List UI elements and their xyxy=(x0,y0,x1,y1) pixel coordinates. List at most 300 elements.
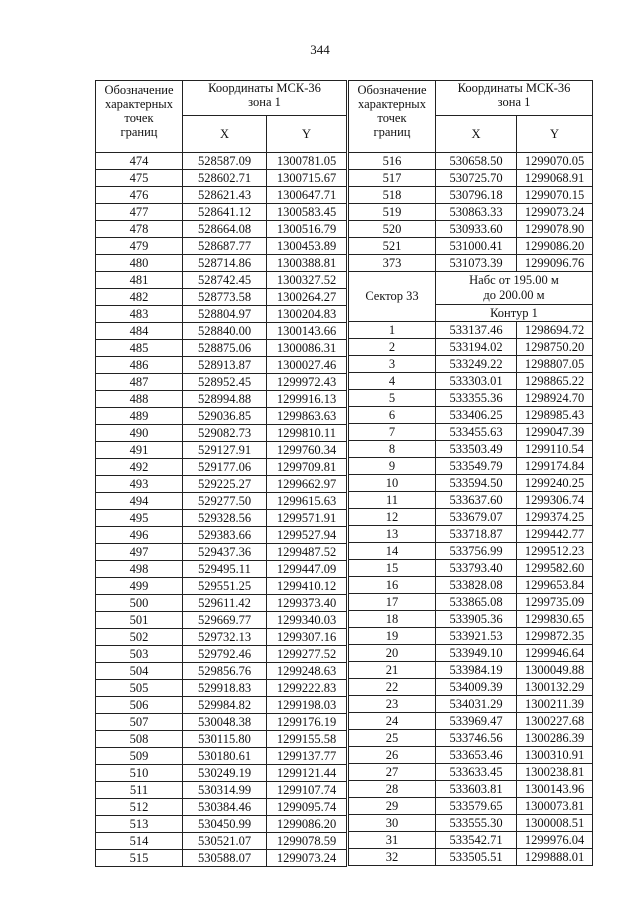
point-id-cell: 503 xyxy=(96,646,183,663)
table-row xyxy=(349,441,593,458)
x-coordinate-cell: 528875.06 xyxy=(183,340,267,357)
x-coordinate-cell: 530863.33 xyxy=(436,204,517,221)
table-row xyxy=(96,731,347,748)
x-coordinate-cell: 528742.45 xyxy=(183,272,267,289)
point-id-cell: 477 xyxy=(96,204,183,221)
point-id-cell: 499 xyxy=(96,578,183,595)
x-coordinate-cell: 531073.39 xyxy=(436,255,517,272)
table-row xyxy=(349,747,593,764)
table-row xyxy=(349,187,593,204)
point-id-cell: 519 xyxy=(349,204,436,221)
table-row xyxy=(349,356,593,373)
x-coordinate-cell: 530180.61 xyxy=(183,748,267,765)
table-row xyxy=(96,646,347,663)
y-coordinate-cell: 1299946.64 xyxy=(517,645,593,662)
point-id-cell: 11 xyxy=(349,492,436,509)
table-row xyxy=(349,849,593,866)
point-id-cell: 478 xyxy=(96,221,183,238)
table-row xyxy=(349,475,593,492)
x-coordinate-cell: 533549.79 xyxy=(436,458,517,475)
table-row xyxy=(96,527,347,544)
y-coordinate-cell: 1299155.58 xyxy=(267,731,347,748)
y-coordinate-cell: 1299487.52 xyxy=(267,544,347,561)
header-coordinates: Координаты МСК-36 зона 1 xyxy=(436,81,593,116)
x-coordinate-cell: 533355.36 xyxy=(436,390,517,407)
table-row xyxy=(96,340,347,357)
point-id-cell: 484 xyxy=(96,323,183,340)
point-id-cell: 521 xyxy=(349,238,436,255)
table-row xyxy=(96,476,347,493)
point-id-cell: 518 xyxy=(349,187,436,204)
x-coordinate-cell: 528913.87 xyxy=(183,357,267,374)
x-coordinate-cell: 529127.91 xyxy=(183,442,267,459)
y-coordinate-cell: 1299176.19 xyxy=(267,714,347,731)
table-row xyxy=(96,187,347,204)
x-coordinate-cell: 530933.60 xyxy=(436,221,517,238)
y-coordinate-cell: 1299073.24 xyxy=(517,204,593,221)
header-x: X xyxy=(436,116,517,153)
table-row xyxy=(96,374,347,391)
point-id-cell: 500 xyxy=(96,595,183,612)
y-coordinate-cell: 1300204.83 xyxy=(267,306,347,323)
table-row xyxy=(349,781,593,798)
y-coordinate-cell: 1299137.77 xyxy=(267,748,347,765)
table-row xyxy=(349,815,593,832)
y-coordinate-cell: 1299527.94 xyxy=(267,527,347,544)
x-coordinate-cell: 533949.10 xyxy=(436,645,517,662)
x-coordinate-cell: 529437.36 xyxy=(183,544,267,561)
x-coordinate-cell: 533137.46 xyxy=(436,322,517,339)
point-id-cell: 487 xyxy=(96,374,183,391)
y-coordinate-cell: 1299735.09 xyxy=(517,594,593,611)
y-coordinate-cell: 1299047.39 xyxy=(517,424,593,441)
x-coordinate-cell: 533679.07 xyxy=(436,509,517,526)
table-row xyxy=(96,408,347,425)
point-id-cell: 27 xyxy=(349,764,436,781)
table-row xyxy=(349,577,593,594)
y-coordinate-cell: 1299198.03 xyxy=(267,697,347,714)
table-row xyxy=(96,442,347,459)
y-coordinate-cell: 1299086.20 xyxy=(517,238,593,255)
x-coordinate-cell: 533653.46 xyxy=(436,747,517,764)
page-number: 344 xyxy=(310,42,330,57)
point-id-cell: 510 xyxy=(96,765,183,782)
table-row xyxy=(96,561,347,578)
x-coordinate-cell: 528840.00 xyxy=(183,323,267,340)
x-coordinate-cell: 530249.19 xyxy=(183,765,267,782)
table-row xyxy=(96,799,347,816)
x-coordinate-cell: 528641.12 xyxy=(183,204,267,221)
y-coordinate-cell: 1299972.43 xyxy=(267,374,347,391)
x-coordinate-cell: 530658.50 xyxy=(436,153,517,170)
x-coordinate-cell: 533505.51 xyxy=(436,849,517,866)
y-coordinate-cell: 1300227.68 xyxy=(517,713,593,730)
point-id-cell: 498 xyxy=(96,561,183,578)
y-coordinate-cell: 1299662.97 xyxy=(267,476,347,493)
table-row xyxy=(349,170,593,187)
x-coordinate-cell: 533633.45 xyxy=(436,764,517,781)
y-coordinate-cell: 1299863.63 xyxy=(267,408,347,425)
x-coordinate-cell: 529328.56 xyxy=(183,510,267,527)
y-coordinate-cell: 1300647.71 xyxy=(267,187,347,204)
y-coordinate-cell: 1300049.88 xyxy=(517,662,593,679)
point-id-cell: 497 xyxy=(96,544,183,561)
point-id-cell: 6 xyxy=(349,407,436,424)
y-coordinate-cell: 1299306.74 xyxy=(517,492,593,509)
y-coordinate-cell: 1298694.72 xyxy=(517,322,593,339)
table-row xyxy=(96,153,347,170)
header-x: X xyxy=(183,116,267,153)
x-coordinate-cell: 528804.97 xyxy=(183,306,267,323)
point-id-cell: 23 xyxy=(349,696,436,713)
x-coordinate-cell: 533905.36 xyxy=(436,611,517,628)
table-row xyxy=(96,748,347,765)
x-coordinate-cell: 529495.11 xyxy=(183,561,267,578)
point-id-cell: 482 xyxy=(96,289,183,306)
table-row xyxy=(96,578,347,595)
y-coordinate-cell: 1299374.25 xyxy=(517,509,593,526)
x-coordinate-cell: 530048.38 xyxy=(183,714,267,731)
table-row xyxy=(349,204,593,221)
y-coordinate-cell: 1299078.59 xyxy=(267,833,347,850)
table-row xyxy=(349,611,593,628)
point-id-cell: 32 xyxy=(349,849,436,866)
y-coordinate-cell: 1299095.74 xyxy=(267,799,347,816)
x-coordinate-cell: 530450.99 xyxy=(183,816,267,833)
point-id-cell: 21 xyxy=(349,662,436,679)
table-row xyxy=(349,238,593,255)
y-coordinate-cell: 1300781.05 xyxy=(267,153,347,170)
table-row xyxy=(349,407,593,424)
point-id-cell: 19 xyxy=(349,628,436,645)
x-coordinate-cell: 530588.07 xyxy=(183,850,267,867)
x-coordinate-cell: 533579.65 xyxy=(436,798,517,815)
point-id-cell: 14 xyxy=(349,543,436,560)
table-row xyxy=(96,595,347,612)
x-coordinate-cell: 533542.71 xyxy=(436,832,517,849)
y-coordinate-cell: 1299240.25 xyxy=(517,475,593,492)
y-coordinate-cell: 1300388.81 xyxy=(267,255,347,272)
point-id-cell: 502 xyxy=(96,629,183,646)
y-coordinate-cell: 1299810.11 xyxy=(267,425,347,442)
table-row xyxy=(96,357,347,374)
point-id-cell: 373 xyxy=(349,255,436,272)
coordinates-table-right xyxy=(348,80,593,866)
x-coordinate-cell: 533793.40 xyxy=(436,560,517,577)
point-id-cell: 474 xyxy=(96,153,183,170)
table-row xyxy=(96,663,347,680)
table-row xyxy=(349,509,593,526)
table-row xyxy=(349,526,593,543)
y-coordinate-cell: 1300453.89 xyxy=(267,238,347,255)
y-coordinate-cell: 1299070.05 xyxy=(517,153,593,170)
y-coordinate-cell: 1299086.20 xyxy=(267,816,347,833)
y-coordinate-cell: 1298865.22 xyxy=(517,373,593,390)
table-row xyxy=(96,306,347,323)
point-id-cell: 9 xyxy=(349,458,436,475)
x-coordinate-cell: 533746.56 xyxy=(436,730,517,747)
y-coordinate-cell: 1299373.40 xyxy=(267,595,347,612)
sector-label: Сектор 33 xyxy=(349,272,436,322)
y-coordinate-cell: 1300143.66 xyxy=(267,323,347,340)
contour-label: Контур 1 xyxy=(436,305,593,322)
table-row xyxy=(349,458,593,475)
y-coordinate-cell: 1299582.60 xyxy=(517,560,593,577)
point-id-cell: 476 xyxy=(96,187,183,204)
point-id-cell: 2 xyxy=(349,339,436,356)
table-row xyxy=(349,730,593,747)
point-id-cell: 13 xyxy=(349,526,436,543)
point-id-cell: 511 xyxy=(96,782,183,799)
sector-row xyxy=(349,272,593,305)
table-row xyxy=(96,765,347,782)
table-row xyxy=(349,832,593,849)
y-coordinate-cell: 1299571.91 xyxy=(267,510,347,527)
table-row xyxy=(96,425,347,442)
point-id-cell: 24 xyxy=(349,713,436,730)
header-row xyxy=(96,81,347,116)
y-coordinate-cell: 1300027.46 xyxy=(267,357,347,374)
point-id-cell: 5 xyxy=(349,390,436,407)
table-row xyxy=(96,391,347,408)
header-y: Y xyxy=(267,116,347,153)
y-coordinate-cell: 1300310.91 xyxy=(517,747,593,764)
point-id-cell: 485 xyxy=(96,340,183,357)
table-row xyxy=(349,255,593,272)
table-row xyxy=(96,510,347,527)
table-row xyxy=(96,612,347,629)
point-id-cell: 22 xyxy=(349,679,436,696)
x-coordinate-cell: 533828.08 xyxy=(436,577,517,594)
x-coordinate-cell: 533455.63 xyxy=(436,424,517,441)
y-coordinate-cell: 1299872.35 xyxy=(517,628,593,645)
x-coordinate-cell: 533637.60 xyxy=(436,492,517,509)
point-id-cell: 480 xyxy=(96,255,183,272)
point-id-cell: 520 xyxy=(349,221,436,238)
table-row xyxy=(349,424,593,441)
table-row xyxy=(96,221,347,238)
point-id-cell: 513 xyxy=(96,816,183,833)
y-coordinate-cell: 1299307.16 xyxy=(267,629,347,646)
y-coordinate-cell: 1299073.24 xyxy=(267,850,347,867)
table-row xyxy=(96,714,347,731)
table-row xyxy=(349,662,593,679)
y-coordinate-cell: 1299248.63 xyxy=(267,663,347,680)
y-coordinate-cell: 1299340.03 xyxy=(267,612,347,629)
x-coordinate-cell: 533921.53 xyxy=(436,628,517,645)
y-coordinate-cell: 1299110.54 xyxy=(517,441,593,458)
x-coordinate-cell: 533194.02 xyxy=(436,339,517,356)
y-coordinate-cell: 1299174.84 xyxy=(517,458,593,475)
y-coordinate-cell: 1299709.81 xyxy=(267,459,347,476)
y-coordinate-cell: 1300132.29 xyxy=(517,679,593,696)
table-row xyxy=(96,833,347,850)
x-coordinate-cell: 533249.22 xyxy=(436,356,517,373)
y-coordinate-cell: 1299888.01 xyxy=(517,849,593,866)
table-row xyxy=(349,322,593,339)
y-coordinate-cell: 1299442.77 xyxy=(517,526,593,543)
x-coordinate-cell: 533303.01 xyxy=(436,373,517,390)
x-coordinate-cell: 533603.81 xyxy=(436,781,517,798)
y-coordinate-cell: 1300008.51 xyxy=(517,815,593,832)
point-id-cell: 494 xyxy=(96,493,183,510)
point-id-cell: 31 xyxy=(349,832,436,849)
y-coordinate-cell: 1300073.81 xyxy=(517,798,593,815)
coordinates-table-left xyxy=(95,80,347,867)
point-id-cell: 512 xyxy=(96,799,183,816)
x-coordinate-cell: 528952.45 xyxy=(183,374,267,391)
table-row xyxy=(349,798,593,815)
y-coordinate-cell: 1298807.05 xyxy=(517,356,593,373)
x-coordinate-cell: 529918.83 xyxy=(183,680,267,697)
point-id-cell: 20 xyxy=(349,645,436,662)
table-row xyxy=(96,816,347,833)
point-id-cell: 479 xyxy=(96,238,183,255)
table-row xyxy=(349,594,593,611)
x-coordinate-cell: 529611.42 xyxy=(183,595,267,612)
y-coordinate-cell: 1298985.43 xyxy=(517,407,593,424)
point-id-cell: 507 xyxy=(96,714,183,731)
point-id-cell: 489 xyxy=(96,408,183,425)
table-row xyxy=(349,221,593,238)
y-coordinate-cell: 1300286.39 xyxy=(517,730,593,747)
table-row xyxy=(349,713,593,730)
y-coordinate-cell: 1299107.74 xyxy=(267,782,347,799)
table-row xyxy=(349,628,593,645)
x-coordinate-cell: 530115.80 xyxy=(183,731,267,748)
point-id-cell: 517 xyxy=(349,170,436,187)
table-row xyxy=(96,204,347,221)
x-coordinate-cell: 534009.39 xyxy=(436,679,517,696)
table-row xyxy=(349,339,593,356)
table-row xyxy=(96,629,347,646)
x-coordinate-cell: 529277.50 xyxy=(183,493,267,510)
y-coordinate-cell: 1299760.34 xyxy=(267,442,347,459)
point-id-cell: 29 xyxy=(349,798,436,815)
table-row xyxy=(349,560,593,577)
x-coordinate-cell: 531000.41 xyxy=(436,238,517,255)
point-id-cell: 17 xyxy=(349,594,436,611)
table-row xyxy=(349,153,593,170)
point-id-cell: 496 xyxy=(96,527,183,544)
header-coordinates: Координаты МСК-36 зона 1 xyxy=(183,81,347,116)
x-coordinate-cell: 529732.13 xyxy=(183,629,267,646)
table-row xyxy=(96,255,347,272)
point-id-cell: 486 xyxy=(96,357,183,374)
y-coordinate-cell: 1299512.23 xyxy=(517,543,593,560)
point-id-cell: 15 xyxy=(349,560,436,577)
point-id-cell: 504 xyxy=(96,663,183,680)
table-row xyxy=(96,544,347,561)
point-id-cell: 514 xyxy=(96,833,183,850)
x-coordinate-cell: 529082.73 xyxy=(183,425,267,442)
y-coordinate-cell: 1300264.27 xyxy=(267,289,347,306)
table-row xyxy=(96,459,347,476)
point-id-cell: 30 xyxy=(349,815,436,832)
point-id-cell: 483 xyxy=(96,306,183,323)
x-coordinate-cell: 530521.07 xyxy=(183,833,267,850)
x-coordinate-cell: 528621.43 xyxy=(183,187,267,204)
x-coordinate-cell: 530314.99 xyxy=(183,782,267,799)
sector-height-range: Набс от 195.00 м до 200.00 м xyxy=(436,272,593,305)
point-id-cell: 516 xyxy=(349,153,436,170)
y-coordinate-cell: 1299830.65 xyxy=(517,611,593,628)
x-coordinate-cell: 533718.87 xyxy=(436,526,517,543)
header-y: Y xyxy=(517,116,593,153)
table-row xyxy=(96,493,347,510)
x-coordinate-cell: 530384.46 xyxy=(183,799,267,816)
x-coordinate-cell: 528664.08 xyxy=(183,221,267,238)
y-coordinate-cell: 1299121.44 xyxy=(267,765,347,782)
y-coordinate-cell: 1299222.83 xyxy=(267,680,347,697)
table-row xyxy=(349,696,593,713)
point-id-cell: 12 xyxy=(349,509,436,526)
x-coordinate-cell: 529984.82 xyxy=(183,697,267,714)
table-row xyxy=(96,850,347,867)
x-coordinate-cell: 529383.66 xyxy=(183,527,267,544)
point-id-cell: 492 xyxy=(96,459,183,476)
point-id-cell: 493 xyxy=(96,476,183,493)
table-row xyxy=(349,373,593,390)
y-coordinate-cell: 1300327.52 xyxy=(267,272,347,289)
point-id-cell: 491 xyxy=(96,442,183,459)
header-point-label: Обозначение характерных точек границ xyxy=(349,81,436,153)
x-coordinate-cell: 530725.70 xyxy=(436,170,517,187)
x-coordinate-cell: 533969.47 xyxy=(436,713,517,730)
y-coordinate-cell: 1298750.20 xyxy=(517,339,593,356)
table-row xyxy=(349,679,593,696)
table-row xyxy=(349,492,593,509)
x-coordinate-cell: 528714.86 xyxy=(183,255,267,272)
point-id-cell: 508 xyxy=(96,731,183,748)
point-id-cell: 8 xyxy=(349,441,436,458)
x-coordinate-cell: 530796.18 xyxy=(436,187,517,204)
table-row xyxy=(349,645,593,662)
y-coordinate-cell: 1300516.79 xyxy=(267,221,347,238)
y-coordinate-cell: 1300086.31 xyxy=(267,340,347,357)
point-id-cell: 501 xyxy=(96,612,183,629)
point-id-cell: 10 xyxy=(349,475,436,492)
x-coordinate-cell: 533756.99 xyxy=(436,543,517,560)
x-coordinate-cell: 533594.50 xyxy=(436,475,517,492)
table-row xyxy=(96,170,347,187)
table-row xyxy=(96,697,347,714)
x-coordinate-cell: 529177.06 xyxy=(183,459,267,476)
y-coordinate-cell: 1300715.67 xyxy=(267,170,347,187)
point-id-cell: 16 xyxy=(349,577,436,594)
y-coordinate-cell: 1299916.13 xyxy=(267,391,347,408)
point-id-cell: 495 xyxy=(96,510,183,527)
x-coordinate-cell: 533503.49 xyxy=(436,441,517,458)
table-row xyxy=(96,782,347,799)
x-coordinate-cell: 528687.77 xyxy=(183,238,267,255)
point-id-cell: 515 xyxy=(96,850,183,867)
point-id-cell: 488 xyxy=(96,391,183,408)
x-coordinate-cell: 529856.76 xyxy=(183,663,267,680)
x-coordinate-cell: 528587.09 xyxy=(183,153,267,170)
x-coordinate-cell: 529036.85 xyxy=(183,408,267,425)
point-id-cell: 4 xyxy=(349,373,436,390)
header-point-label: Обозначение характерных точек границ xyxy=(96,81,183,153)
y-coordinate-cell: 1299070.15 xyxy=(517,187,593,204)
point-id-cell: 509 xyxy=(96,748,183,765)
y-coordinate-cell: 1300238.81 xyxy=(517,764,593,781)
point-id-cell: 475 xyxy=(96,170,183,187)
point-id-cell: 490 xyxy=(96,425,183,442)
point-id-cell: 28 xyxy=(349,781,436,798)
table-row xyxy=(96,289,347,306)
y-coordinate-cell: 1299078.90 xyxy=(517,221,593,238)
